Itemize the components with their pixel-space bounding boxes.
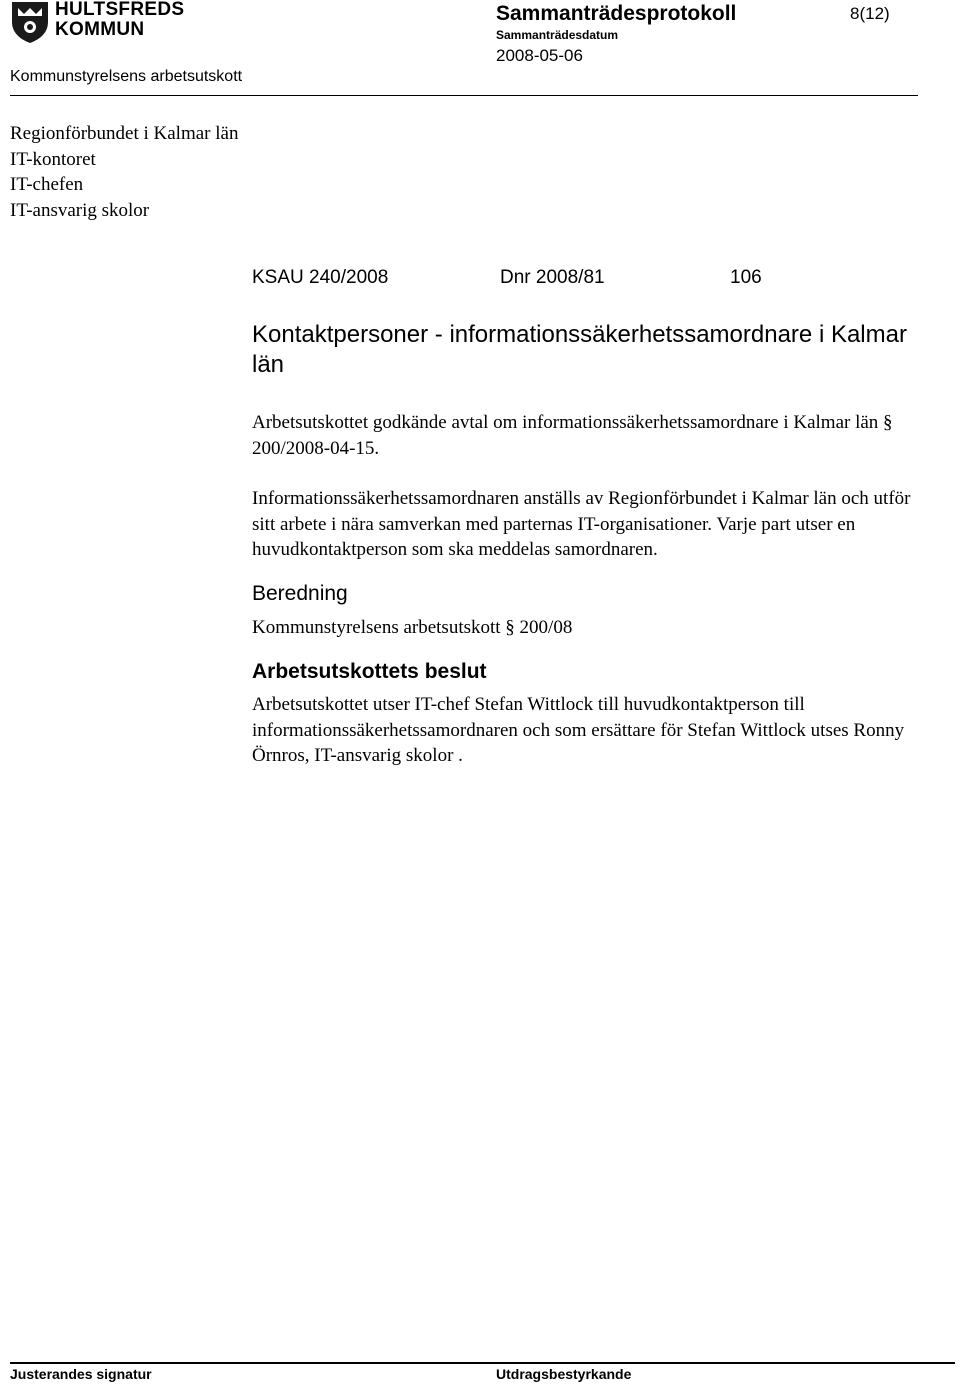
body-paragraph: Arbetsutskottet godkände avtal om informationssäkerhetssamordnare i Kalmar län § 200/2008-04-15.	[252, 412, 893, 459]
adjuster-signature-label: Justerandes signatur	[10, 1366, 152, 1382]
date-label: Sammanträdesdatum	[496, 28, 619, 42]
case-reference	[252, 267, 762, 289]
logo-text-line1: HULTSFREDS	[55, 0, 185, 20]
recipient-item: IT-kontoret	[10, 148, 96, 170]
coat-of-arms-icon	[10, 0, 50, 44]
diary-number: Dnr 2008/81	[500, 267, 605, 288]
body-paragraph: Informationssäkerhetssamordnaren anställs av Regionförbundet i Kalmar län och utför sitt arbete i nära samverkan med parternas IT-organisationer. Varje part utser en huvudkontaktperson som ska meddelas samordnaren.	[252, 488, 911, 560]
recipient-list	[10, 121, 238, 223]
decision-text: Arbetsutskottet utser IT-chef Stefan Wittlock till huvudkontaktperson till informationssäkerhetssamordnaren och som ersättare för Stefan Wittlock utses Ronny Örnros, IT-ansvarig skolor .	[252, 694, 905, 766]
header-divider	[10, 95, 918, 96]
paragraph-number: 106	[730, 267, 762, 288]
page-number: 8(12)	[850, 4, 890, 23]
matter-title: Kontaktpersoner - informationssäkerhetssamordnare i Kalmar län	[252, 321, 907, 378]
case-id: KSAU 240/2008	[252, 267, 389, 288]
preparation-heading: Beredning	[252, 582, 348, 605]
municipality-logo	[10, 0, 200, 46]
date-value: 2008-05-06	[496, 46, 583, 65]
recipient-item: IT-chefen	[10, 174, 84, 195]
committee-name: Kommunstyrelsens arbetsutskott	[10, 68, 243, 85]
recipient-item: Regionförbundet i Kalmar län	[10, 123, 239, 144]
logo-text-line2: KOMMUN	[55, 19, 145, 40]
decision-heading: Arbetsutskottets beslut	[252, 660, 487, 683]
preparation-text: Kommunstyrelsens arbetsutskott § 200/08	[252, 617, 573, 638]
protocol-title: Sammanträdesprotokoll	[496, 2, 737, 25]
footer-divider	[10, 1362, 955, 1364]
extract-certification-label: Utdragsbestyrkande	[496, 1366, 632, 1382]
recipient-item: IT-ansvarig skolor	[10, 199, 150, 221]
